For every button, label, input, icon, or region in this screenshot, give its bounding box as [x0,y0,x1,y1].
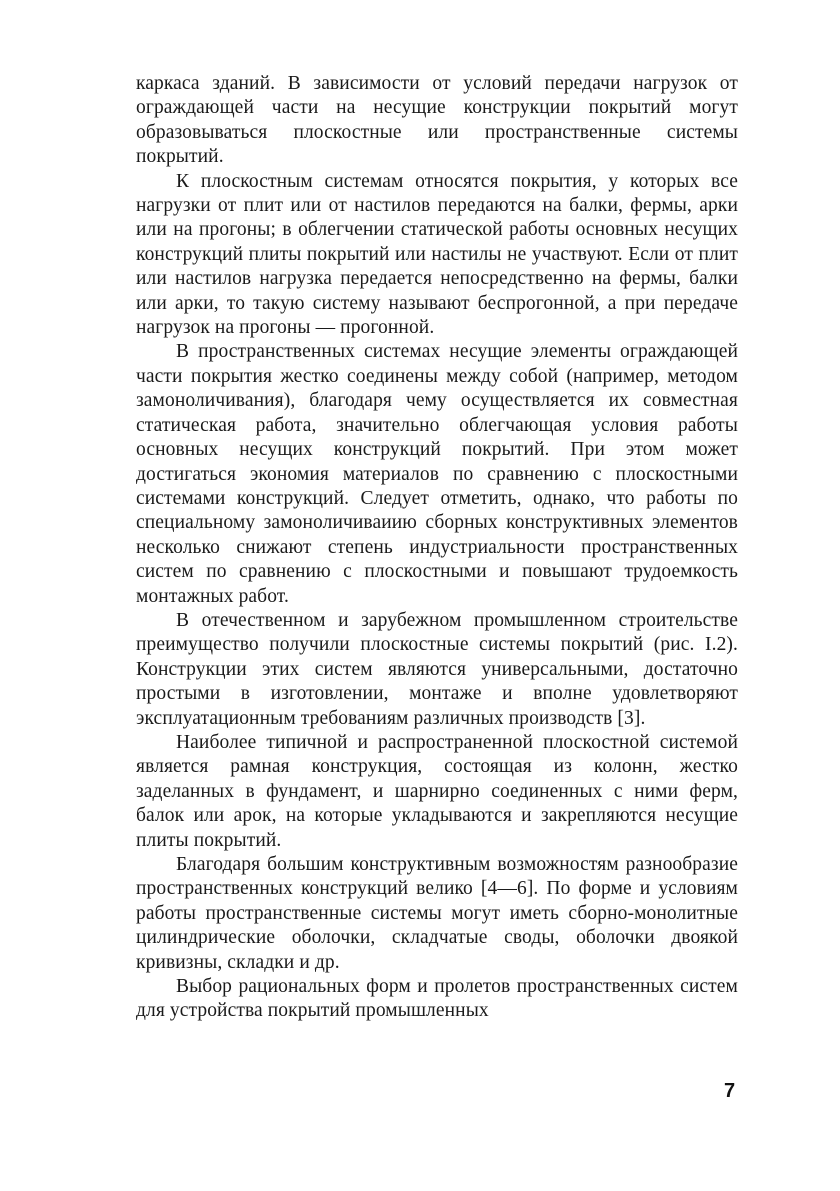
page-body [136,72,738,1024]
paragraph-planar-systems: К плоскостным системам относятся покрытия, у которых все нагрузки от плит или от настилов передаются на балки, фермы, арки или на прогоны; в облегчении статической работы основных несущих конструкций плиты покрытий или настилы не участвуют. Если от плит или настилов нагрузка передается непосредственно на фермы, балки или арки, то такую систему называют беспрогонной, а при передаче нагрузок на прогоны — прогонной. [136,170,738,339]
paragraph-industrial-practice: В отечественном и зарубежном промышленном строительстве преимущество получили плоскостные системы покрытий (рис. I.2). Конструкции этих систем являются универсальными, достаточно простыми в изготовлении, монтаже и вполне удовлетворяют эксплуатационным требованиям различных производств [3]. [136,609,738,729]
paragraph-frame-structure: Наиболее типичной и распространенной плоскостной системой является рамная конструкция, состоящая из колонн, жестко заделанных в фундамент, и шарнирно соединенных с ними ферм, балок или арок, на которые укладываются и закрепляются несущие плиты покрытий. [136,731,738,851]
paragraph-spatial-variety: Благодаря большим конструктивным возможностям разнообразие пространственных конструкций велико [4—6]. По форме и условиям работы пространственные системы могут иметь сборно-монолитные цилиндрические оболочки, складчатые своды, оболочки двоякой кривизны, складки и др. [136,854,738,973]
paragraph-spatial-systems: В пространственных системах несущие элементы ограждающей части покрытия жестко соединены между собой (например, методом замоноличивания), благодаря чему осуществляется их совместная статическая работа, значительно облегчающая условия работы основных несущих конструкций покрытий. При этом может достигаться экономия материалов по сравнению с плоскостными системами конструкций. Следует отметить, однако, что работы по специальному замоноличиваиию сборных конструктивных элементов несколько снижают степень индустриальности пространственных систем по сравнению с плоскостными и повышают трудоемкость монтажных работ. [136,341,738,607]
page-number: 7 [724,1080,736,1102]
paragraph-continuation: каркаса зданий. В зависимости от условий передачи нагрузок от ограждающей части на несущие конструкции покрытий могут образовываться плоскостные или пространственные системы покрытий. [136,73,738,168]
paragraph-choice-of-forms: Выбор рациональных форм и пролетов пространственных систем для устройства покрытий промышленных [136,976,738,1022]
